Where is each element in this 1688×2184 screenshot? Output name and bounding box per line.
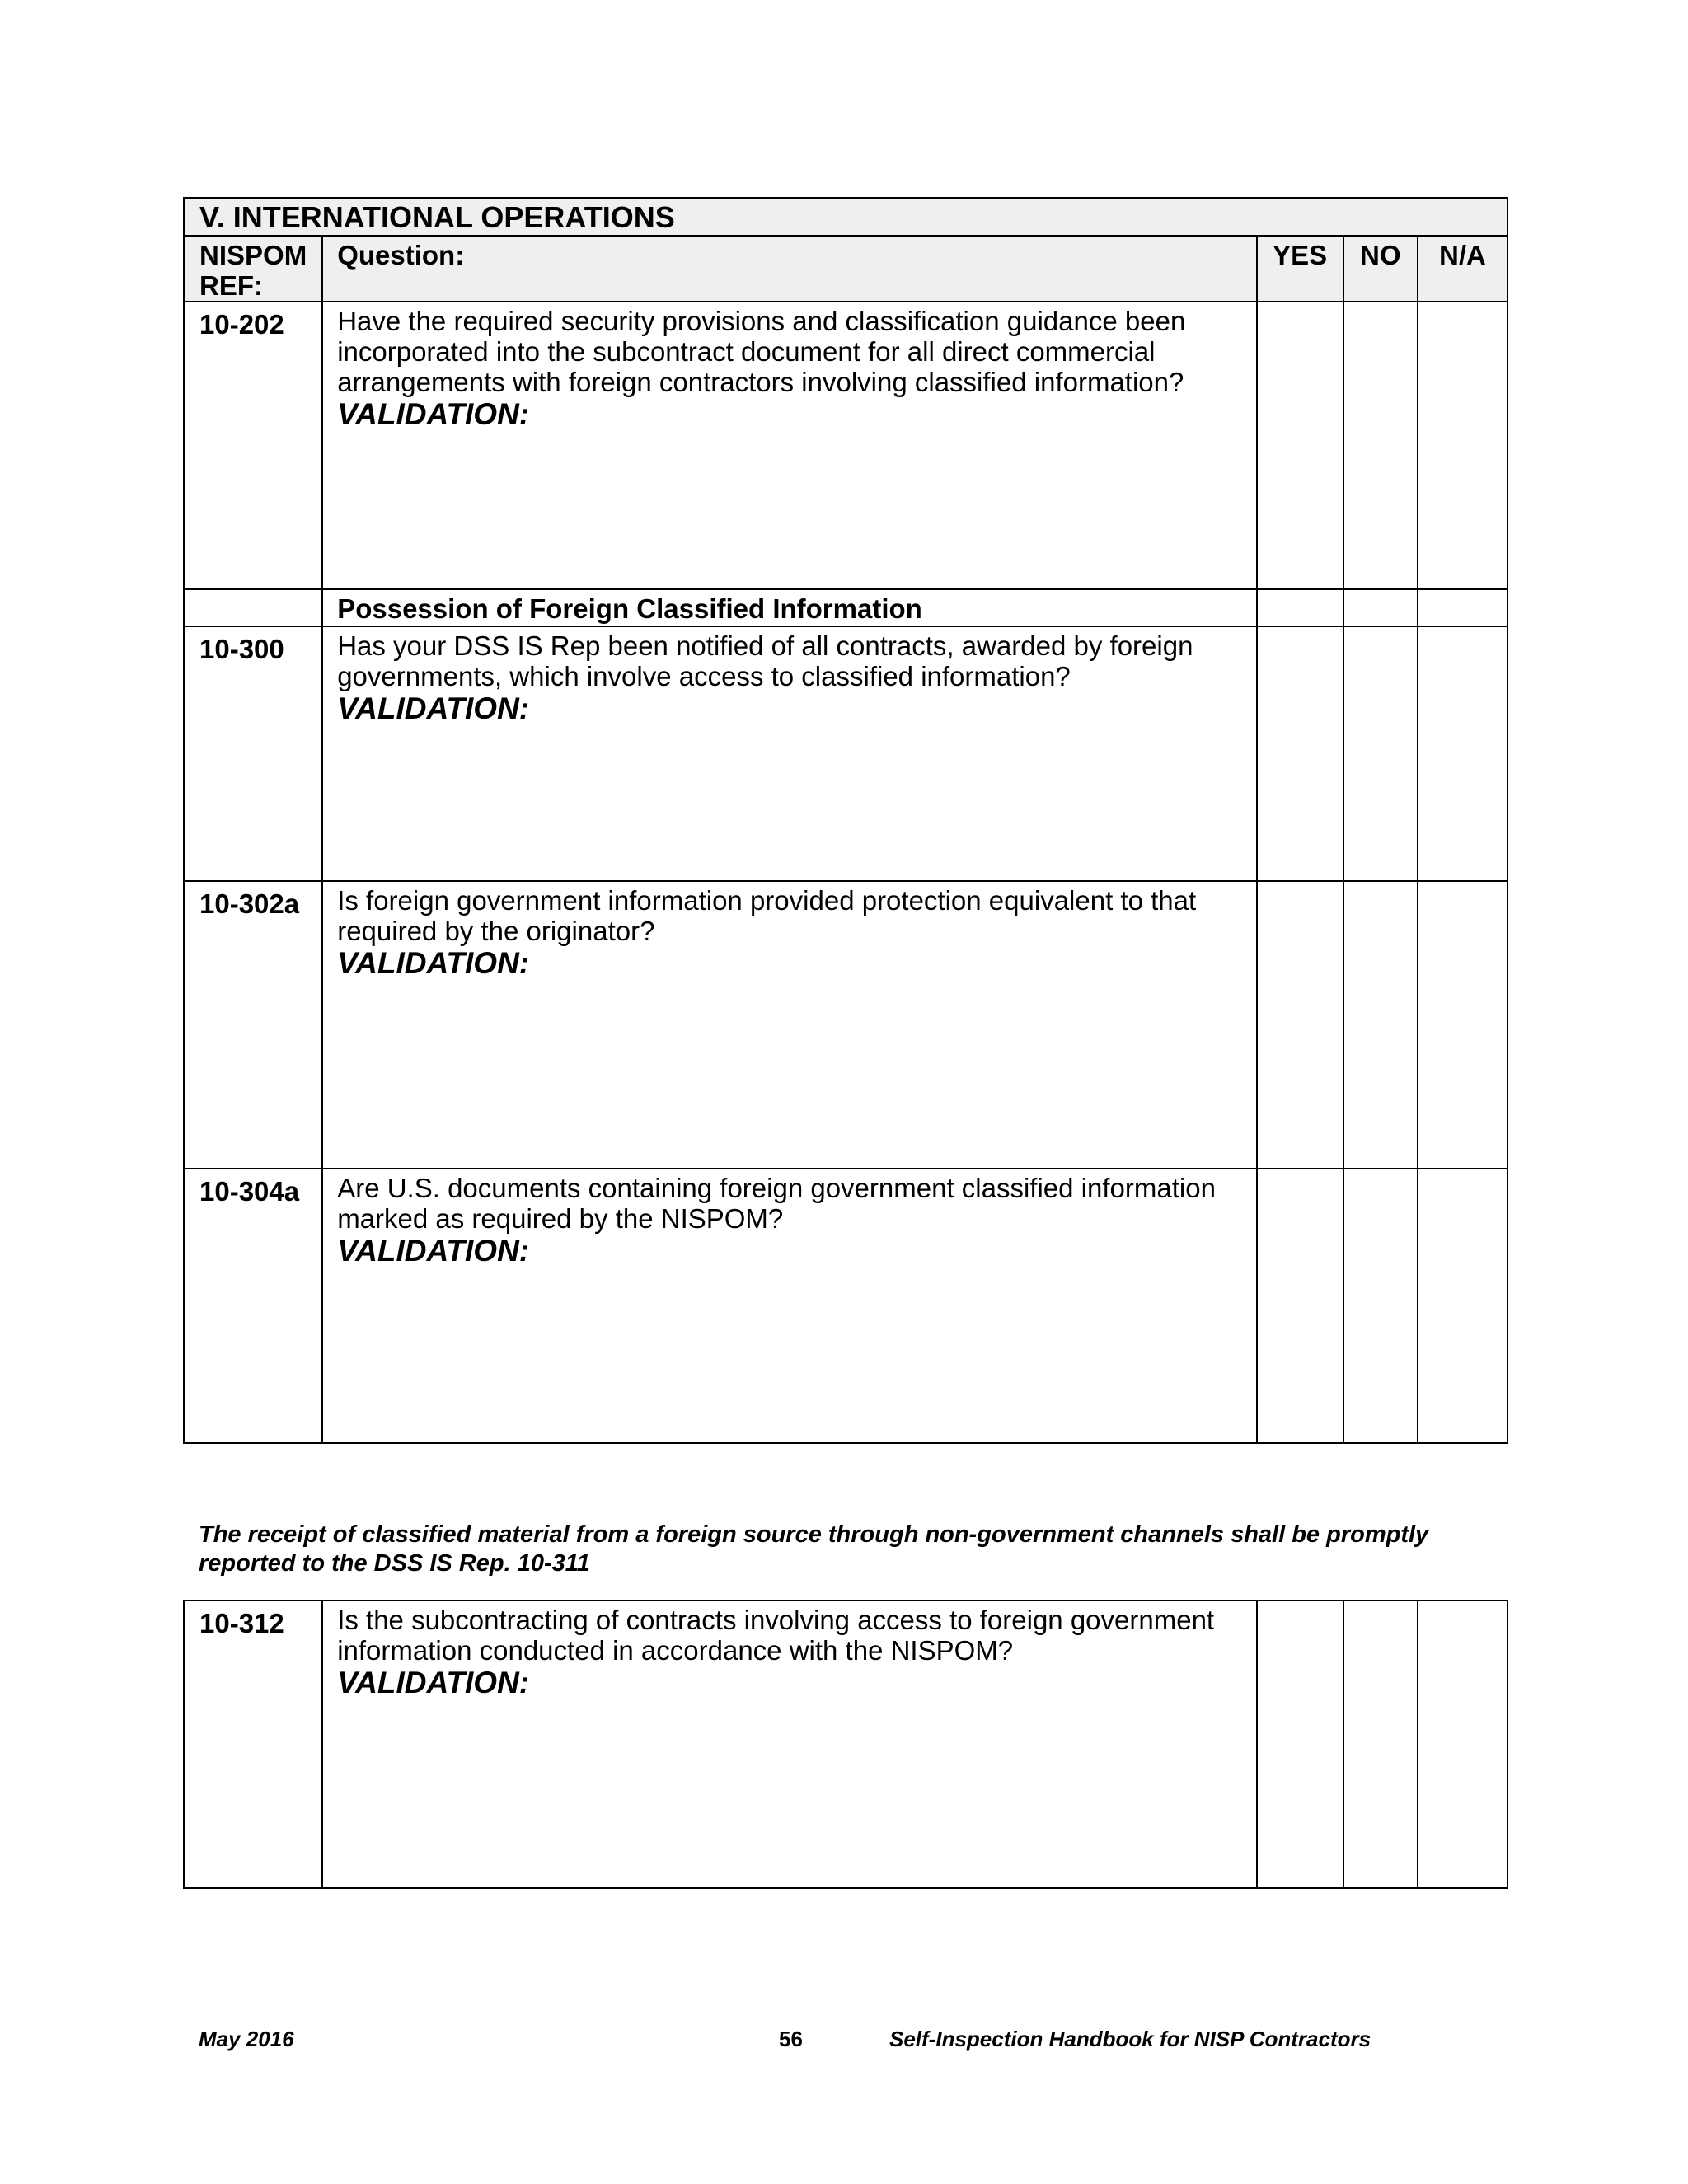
validation-label: VALIDATION: xyxy=(337,691,530,725)
question-row xyxy=(184,626,1507,881)
subheading-row xyxy=(184,589,1507,626)
row-question xyxy=(322,626,1256,881)
na-cell[interactable] xyxy=(1418,626,1507,881)
na-cell[interactable] xyxy=(1418,1169,1507,1443)
yes-cell[interactable] xyxy=(1257,881,1343,1169)
row-question xyxy=(322,881,1256,1169)
footer-page-number: 56 xyxy=(779,2027,803,2051)
validation-label: VALIDATION: xyxy=(337,1666,530,1699)
row-ref xyxy=(184,589,322,626)
no-cell[interactable] xyxy=(1343,881,1418,1169)
question-text: Is the subcontracting of contracts involving access to foreign government information conducted in accordance with the NISPOM? xyxy=(337,1605,1215,1666)
na-cell xyxy=(1418,589,1507,626)
row-question xyxy=(322,302,1256,589)
question-row xyxy=(184,881,1507,1169)
row-ref: 10-300 xyxy=(184,626,322,881)
header-yes: YES xyxy=(1257,236,1343,302)
row-ref: 10-302a xyxy=(184,881,322,1169)
question-text: Has your DSS IS Rep been notified of all contracts, awarded by foreign governments, which involve access to classified information? xyxy=(337,630,1193,691)
yes-cell[interactable] xyxy=(1257,1169,1343,1443)
header-no: NO xyxy=(1343,236,1418,302)
question-row xyxy=(184,302,1507,589)
yes-cell[interactable] xyxy=(1257,626,1343,881)
no-cell[interactable] xyxy=(1343,1601,1418,1888)
note-text: The receipt of classified material from a foreign source through non-government channels shall be promptly reported to the DSS IS Rep. 10-311 xyxy=(199,1521,1429,1577)
question-text: Are U.S. documents containing foreign government classified information marked as required by the NISPOM? xyxy=(337,1173,1216,1234)
row-question xyxy=(322,1169,1256,1443)
section-title: V. INTERNATIONAL OPERATIONS xyxy=(184,198,1507,236)
row-ref: 10-312 xyxy=(184,1601,322,1888)
row-ref: 10-202 xyxy=(184,302,322,589)
na-cell[interactable] xyxy=(1418,1601,1507,1888)
yes-cell xyxy=(1257,589,1343,626)
validation-label: VALIDATION: xyxy=(337,397,530,431)
question-row xyxy=(184,1601,1507,1888)
question-text: Is foreign government information provided protection equivalent to that required by the originator? xyxy=(337,885,1197,946)
header-na: N/A xyxy=(1418,236,1507,302)
checklist-table-2 xyxy=(183,1600,1508,1889)
question-row xyxy=(184,1169,1507,1443)
header-ref: NISPOM REF: xyxy=(184,236,322,302)
row-question xyxy=(322,1601,1256,1888)
no-cell[interactable] xyxy=(1343,1169,1418,1443)
header-question: Question: xyxy=(322,236,1256,302)
subheading: Possession of Foreign Classified Information xyxy=(322,589,1256,626)
question-text: Have the required security provisions and classification guidance been incorporated into the subcontract document for all direct commercial arrangements with foreign contractors involving classified information? xyxy=(337,306,1186,397)
no-cell xyxy=(1343,589,1418,626)
na-cell[interactable] xyxy=(1418,881,1507,1169)
checklist-table xyxy=(183,197,1508,1444)
footer-title: Self-Inspection Handbook for NISP Contractors xyxy=(889,2027,1372,2051)
validation-label: VALIDATION: xyxy=(337,946,530,980)
footer-date: May 2016 xyxy=(199,2027,294,2051)
validation-label: VALIDATION: xyxy=(337,1234,530,1268)
na-cell[interactable] xyxy=(1418,302,1507,589)
no-cell[interactable] xyxy=(1343,626,1418,881)
yes-cell[interactable] xyxy=(1257,1601,1343,1888)
no-cell[interactable] xyxy=(1343,302,1418,589)
row-ref: 10-304a xyxy=(184,1169,322,1443)
yes-cell[interactable] xyxy=(1257,302,1343,589)
